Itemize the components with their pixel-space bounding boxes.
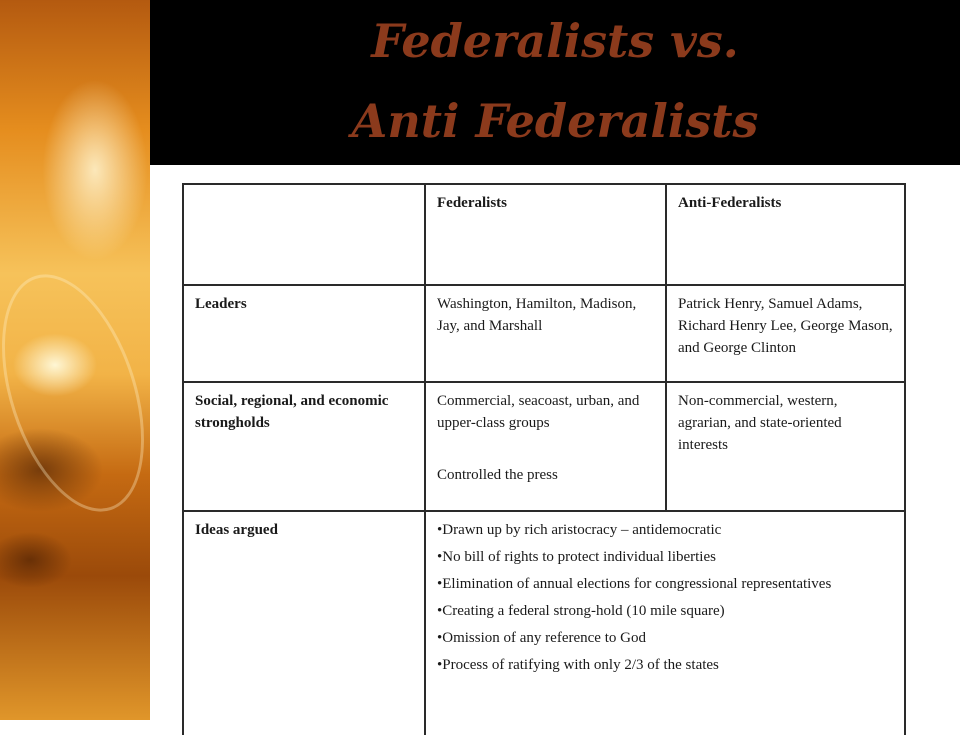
table-header-row — [183, 184, 905, 285]
strongholds-federalists-groups: Commercial, seacoast, urban, and upper-class groups — [437, 393, 640, 431]
ideas-list — [425, 511, 905, 735]
list-item: • Creating a federal strong-hold (10 mile square) — [437, 600, 894, 622]
header-anti-federalists: Anti-Federalists — [666, 184, 905, 285]
list-item: • Drawn up by rich aristocracy – antidemocratic — [437, 519, 894, 541]
list-item: • Elimination of annual elections for congressional representatives — [437, 573, 894, 595]
strongholds-federalists-press: Controlled the press — [437, 467, 558, 483]
row-label-leaders: Leaders — [183, 285, 425, 382]
header-empty-cell — [183, 184, 425, 285]
leaders-anti-federalists: Patrick Henry, Samuel Adams, Richard Henry Lee, George Mason, and George Clinton — [666, 285, 905, 382]
list-item: • No bill of rights to protect individual liberties — [437, 546, 894, 568]
strongholds-anti-federalists: Non-commercial, western, agrarian, and state-oriented interests — [666, 382, 905, 511]
title-line-2: Anti Federalists — [351, 94, 759, 148]
list-item: • Omission of any reference to God — [437, 627, 894, 649]
light-bulb-decoration — [0, 0, 150, 720]
table-row-leaders — [183, 285, 905, 382]
header-federalists: Federalists — [425, 184, 666, 285]
comparison-table — [182, 183, 906, 735]
title-line-1: Federalists vs. — [371, 14, 739, 68]
table-row-strongholds — [183, 382, 905, 511]
leaders-federalists: Washington, Hamilton, Madison, Jay, and Marshall — [425, 285, 666, 382]
row-label-ideas: Ideas argued — [183, 511, 425, 735]
row-label-strongholds: Social, regional, and economic strongholds — [183, 382, 425, 511]
strongholds-federalists — [425, 382, 666, 511]
table-row-ideas — [183, 511, 905, 735]
bulb-outline — [0, 257, 171, 530]
list-item: • Process of ratifying with only 2/3 of the states — [437, 654, 894, 676]
